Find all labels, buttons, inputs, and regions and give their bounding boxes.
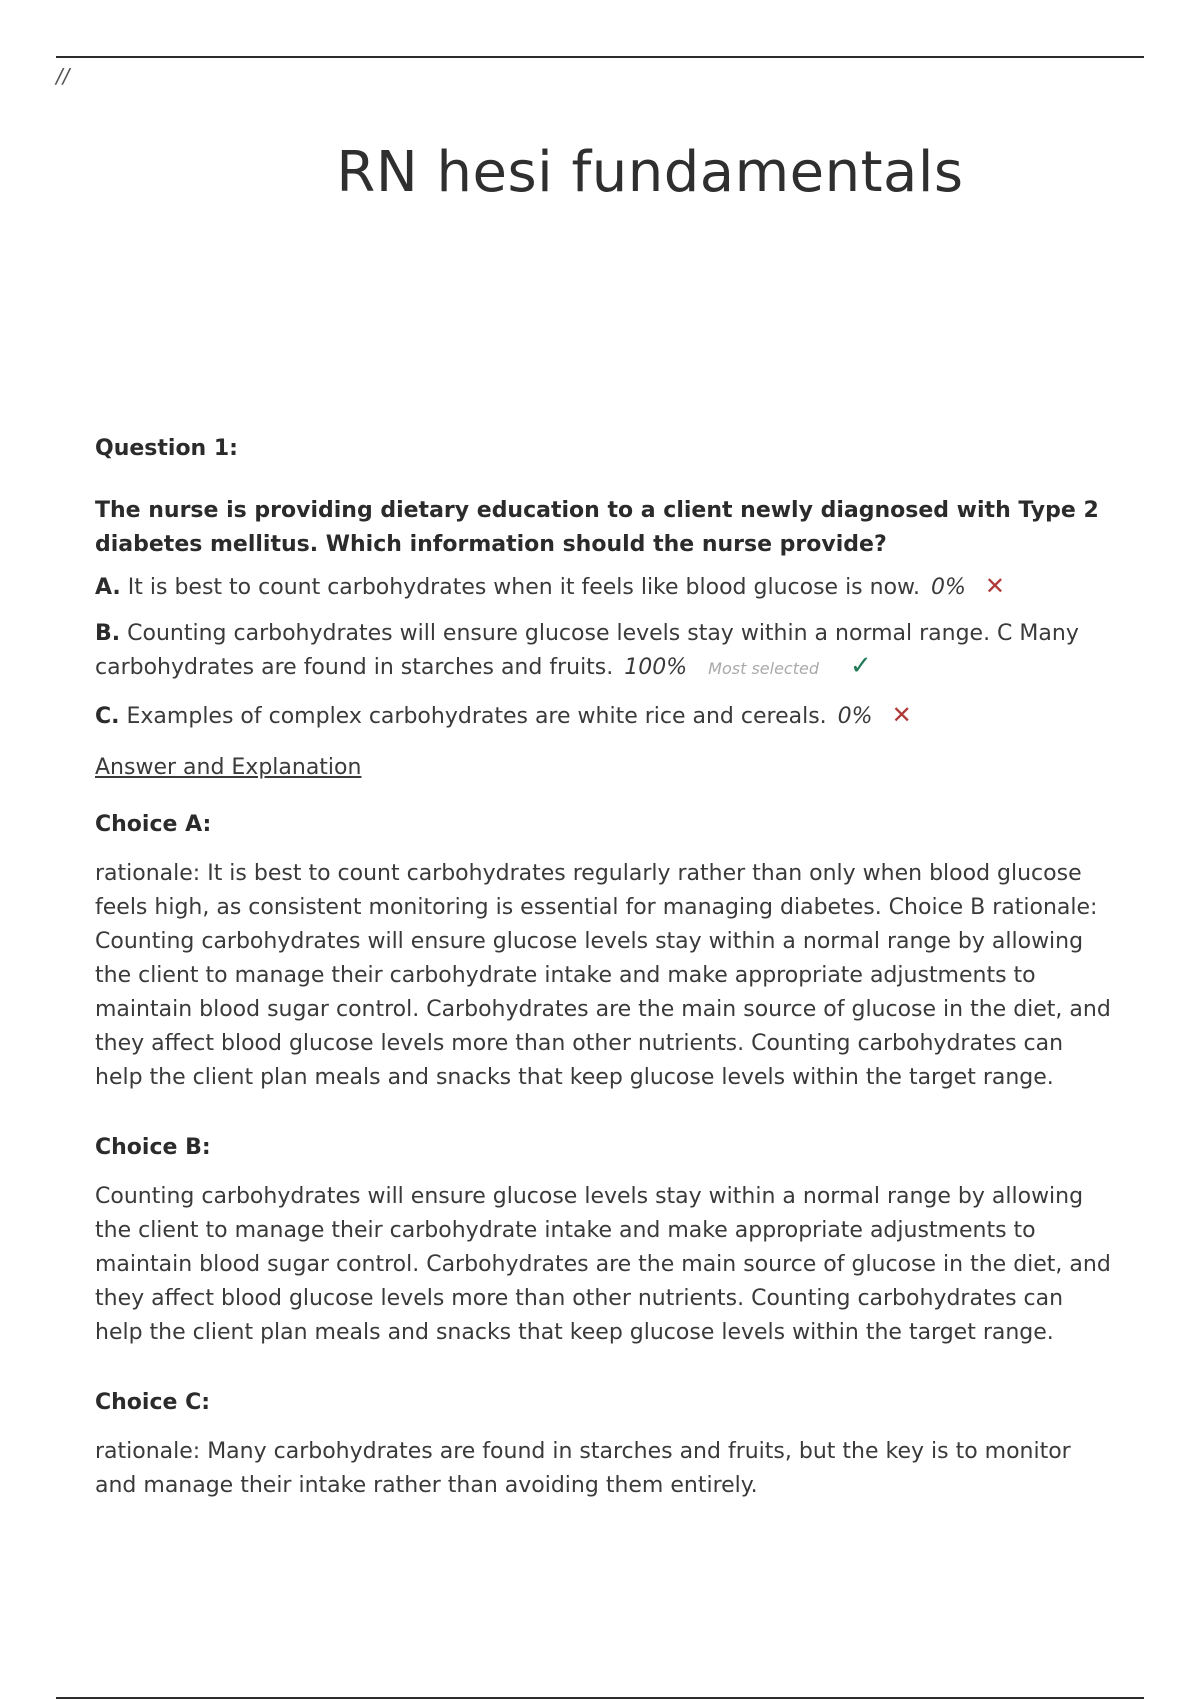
choice-a-title: Choice A: [95, 812, 212, 837]
choice-c-title: Choice C: [95, 1390, 211, 1415]
choice-c-rationale: rationale: Many carbohydrates are found in starches and fruits, but the key is to monitor and manage their intake rather than avoiding them entirely. [95, 1439, 1071, 1498]
incorrect-icon: ✕ [891, 701, 912, 729]
choice-b-title: Choice B: [95, 1135, 211, 1160]
option-c[interactable] [95, 699, 1115, 733]
choice-b-rationale: Counting carbohydrates will ensure glucose levels stay within a normal range by allowing the client to manage their carbohydrate intake and make appropriate adjustments to maintain blood sugar control. Carbohydrates are the main source of glucose in the diet, and they affect blood glucose levels more than other nutrients. Counting carbohydrates can help the client plan meals and snacks that keep glucose levels within the target range. [95, 1184, 1111, 1345]
option-letter: C. [95, 704, 120, 729]
question-content [95, 436, 1115, 1543]
option-letter: B. [95, 621, 121, 646]
option-text: Counting carbohydrates will ensure glucose levels stay within a normal range. C Many carbohydrates are found in starches and fruits. [95, 621, 1079, 680]
most-selected-note: Most selected [708, 659, 819, 678]
bottom-rule [56, 1697, 1144, 1699]
option-b[interactable] [95, 618, 1115, 685]
document-title: RN hesi fundamentals [336, 140, 964, 205]
choice-a-rationale: rationale: It is best to count carbohydrates regularly rather than only when blood glucose feels high, as consistent monitoring is essential for managing diabetes. Choice B rationale: Counting carbohydrates will ensure glucose levels stay within a normal range by allowing the client to manage their carbohydrate intake and make appropriate adjustments to maintain blood sugar control. Carbohydrates are the main source of glucose in the diet, and they affect blood glucose levels more than other nutrients. Counting carbohydrates can help the client plan meals and snacks that keep glucose levels within the target range. [95, 861, 1111, 1090]
question-label: Question 1: [95, 436, 238, 461]
question-text: The nurse is providing dietary education to a client newly diagnosed with Type 2 diabetes mellitus. Which information should the nurse provide? [95, 498, 1099, 557]
option-a[interactable] [95, 570, 1115, 604]
option-text: Examples of complex carbohydrates are white rice and cereals. [126, 704, 827, 729]
option-percent: 100% [624, 655, 688, 680]
correct-check-icon: ✓ [850, 651, 872, 681]
option-text: It is best to count carbohydrates when it feels like blood glucose is now. [127, 575, 921, 600]
incorrect-icon: ✕ [984, 572, 1006, 600]
top-rule [56, 56, 1144, 58]
option-letter: A. [95, 575, 121, 600]
page-marker: // [56, 64, 70, 88]
option-percent: 0% [837, 704, 873, 729]
option-percent: 0% [931, 575, 966, 600]
answer-explanation-link[interactable]: Answer and Explanation [95, 755, 362, 780]
